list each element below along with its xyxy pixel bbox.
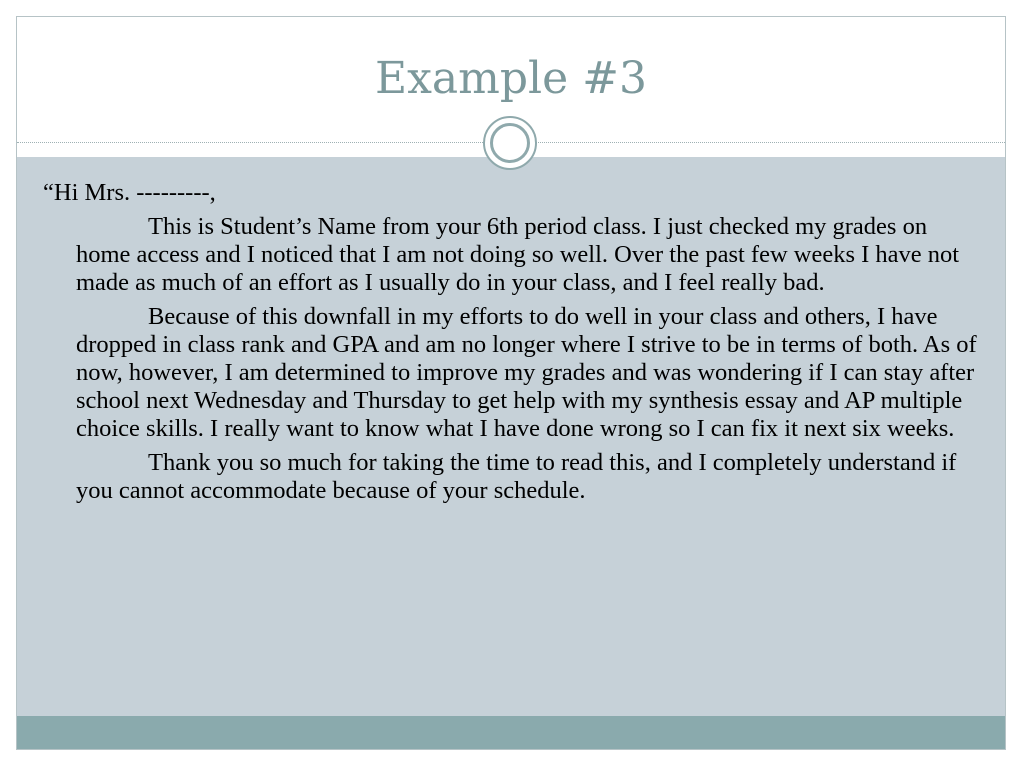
letter-greeting: “Hi Mrs. ---------, <box>43 179 216 206</box>
slide-title: Example #3 <box>374 53 647 104</box>
footer-band <box>17 716 1005 750</box>
letter-paragraph-1: This is Student’s Name from your 6th period class. I just checked my grades on home access and I noticed that I am not doing so well. Over the past few weeks I have not made as much of an effort as I usually do in your class, and I feel really bad. <box>76 213 960 296</box>
slide <box>16 16 1006 750</box>
letter-paragraph-3: Thank you so much for taking the time to read this, and I completely understand if you cannot accommodate because of your schedule. <box>76 449 957 504</box>
letter-body <box>43 179 977 505</box>
circle-ornament-inner-icon <box>490 123 530 163</box>
content-area <box>17 157 1005 716</box>
circle-ornament-icon <box>483 116 537 170</box>
letter-paragraph-2: Because of this downfall in my efforts to do well in your class and others, I have dropped in class rank and GPA and am no longer where I strive to be in terms of both. As of now, however, I am determined to improve my grades and was wondering if I can stay after school next Wednesday and Thursday to get help with my synthesis essay and AP multiple choice skills. I really want to know what I have done wrong so I can fix it next six weeks. <box>76 303 977 442</box>
